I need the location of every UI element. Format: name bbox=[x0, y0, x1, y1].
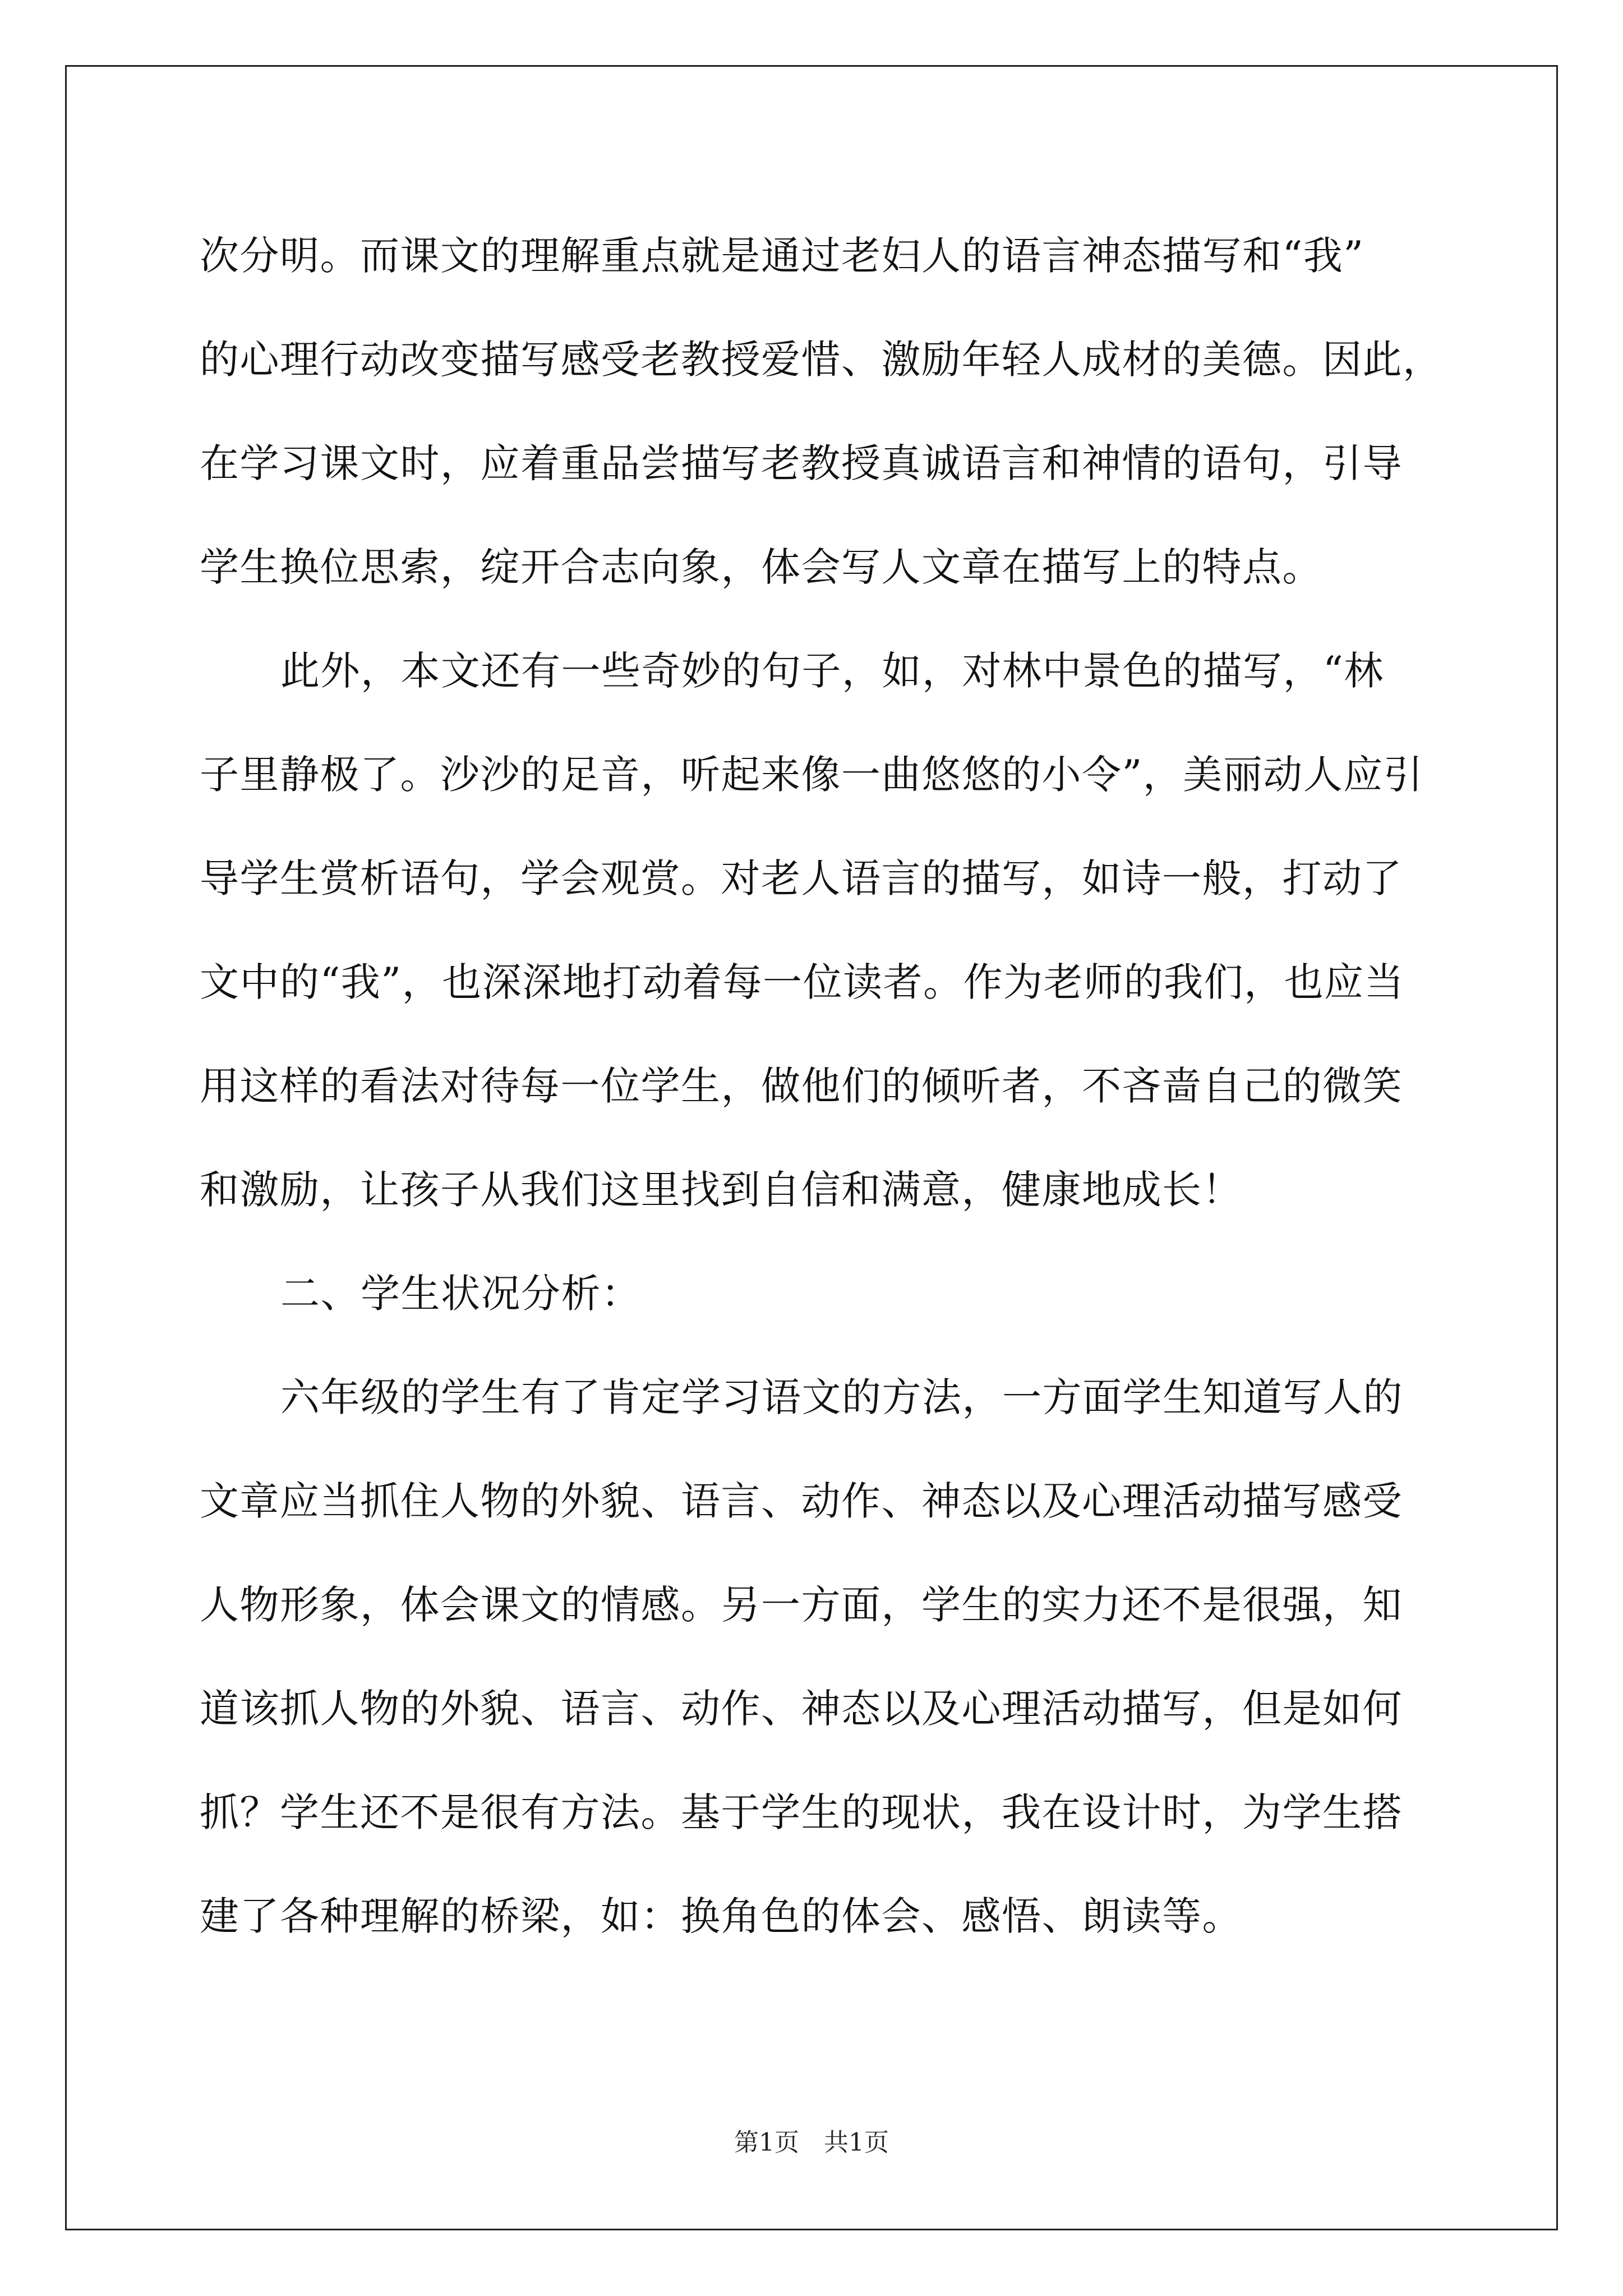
document-body bbox=[200, 204, 1443, 1968]
page-number: 第1页 共1页 bbox=[734, 2128, 889, 2157]
text-line: 抓？学生还不是很有方法。基于学生的现状，我在设计时，为学生搭 bbox=[200, 1789, 1403, 1835]
text-line: 此外，本文还有一些奇妙的句子，如，对林中景色的描写，“林 bbox=[280, 648, 1384, 694]
text-line: 和激励，让孩子从我们这里找到自信和满意，健康地成长！ bbox=[200, 1167, 1242, 1213]
text-line: 六年级的学生有了肯定学习语文的方法，一方面学生知道写人的 bbox=[280, 1374, 1403, 1420]
text-line: 道该抓人物的外貌、语言、动作、神态以及心理活动描写，但是如何 bbox=[200, 1686, 1403, 1732]
section-heading: 二、学生状况分析： bbox=[280, 1271, 642, 1317]
text-line: 用这样的看法对待每一位学生，做他们的倾听者，不吝啬自己的微笑 bbox=[200, 1063, 1403, 1109]
text-line: 导学生赏析语句，学会观赏。对老人语言的描写，如诗一般，打动了 bbox=[200, 855, 1403, 901]
text-line: 人物形象，体会课文的情感。另一方面，学生的实力还不是很强，知 bbox=[200, 1582, 1403, 1628]
text-line: 子里静极了。沙沙的足音，听起来像一曲悠悠的小令”，美丽动人应引 bbox=[200, 752, 1424, 798]
text-line: 的心理行动改变描写感受老教授爱惜、激励年轻人成材的美德。因此， bbox=[200, 337, 1443, 383]
text-line: 在学习课文时，应着重品尝描写老教授真诚语言和神情的语句，引导 bbox=[200, 440, 1403, 486]
text-line: 文中的“我”，也深深地打动着每一位读者。作为老师的我们，也应当 bbox=[200, 959, 1405, 1005]
text-line: 建了各种理解的桥梁，如：换角色的体会、感悟、朗读等。 bbox=[200, 1893, 1242, 1939]
text-line: 次分明。而课文的理解重点就是通过老妇人的语言神态描写和“我” bbox=[200, 233, 1364, 279]
text-line: 文章应当抓住人物的外貌、语言、动作、神态以及心理活动描写感受 bbox=[200, 1478, 1403, 1524]
text-line: 学生换位思索，绽开合志向象，体会写人文章在描写上的特点。 bbox=[200, 544, 1322, 590]
